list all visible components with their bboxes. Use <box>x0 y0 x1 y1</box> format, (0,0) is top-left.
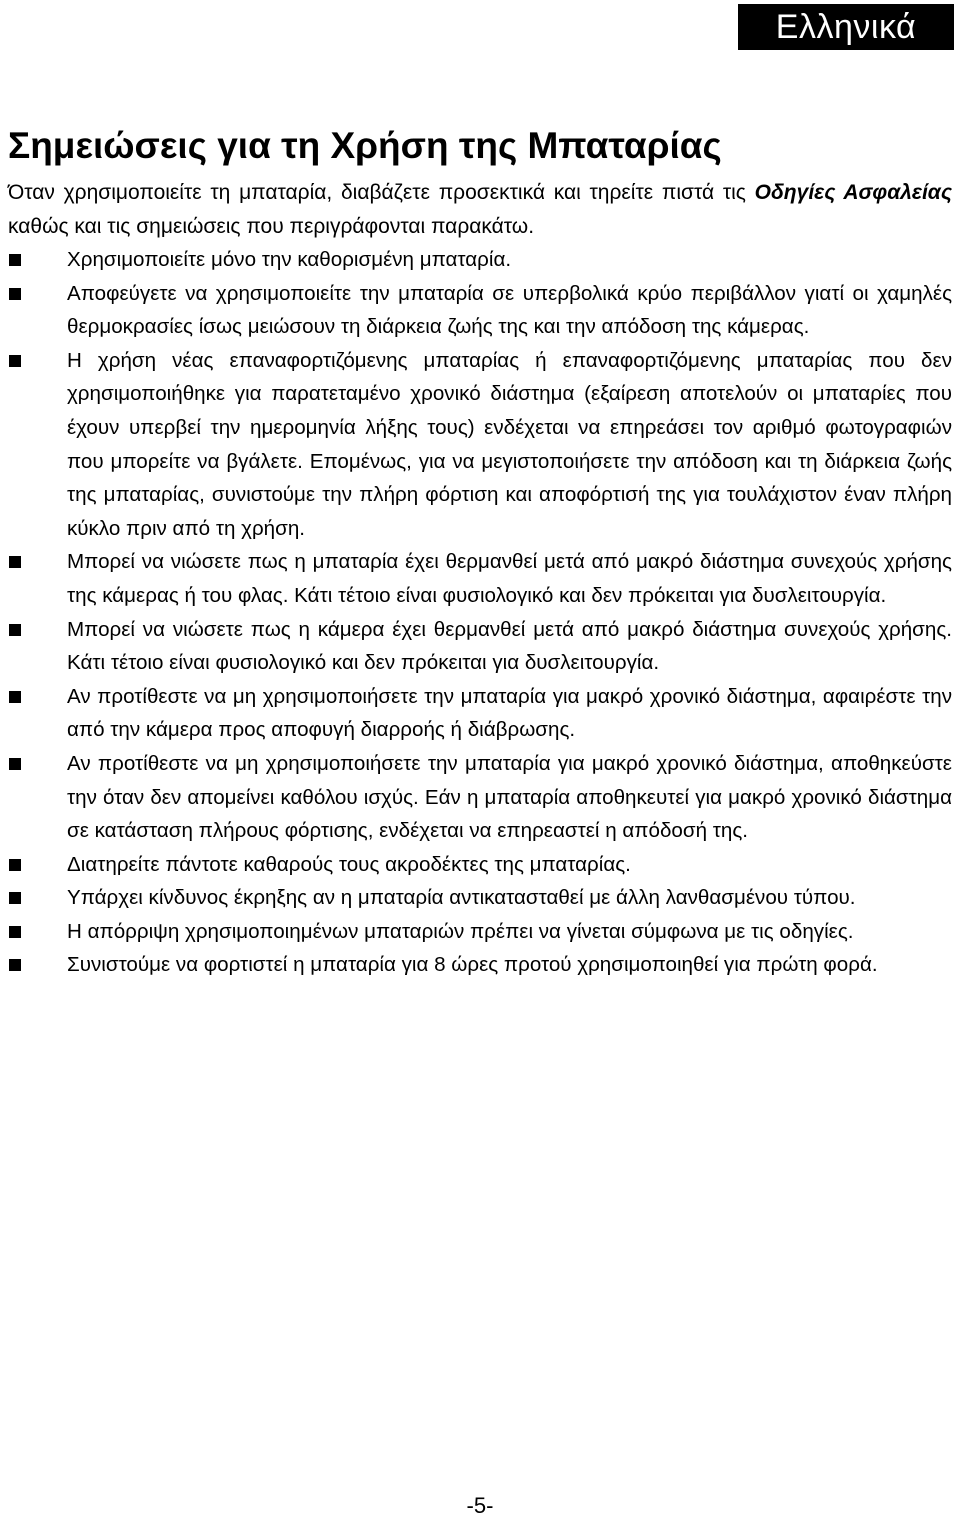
square-bullet-icon <box>9 556 21 568</box>
square-bullet-icon <box>9 926 21 938</box>
list-item-text: Υπάρχει κίνδυνος έκρηξης αν η μπαταρία αντικατασταθεί με άλλη λανθασμένου τύπου. <box>67 886 856 910</box>
list-item <box>0 243 952 277</box>
intro-paragraph <box>8 176 952 243</box>
list-item <box>0 948 952 982</box>
list-item <box>0 747 952 848</box>
language-tab: Ελληνικά <box>738 4 954 50</box>
list-item-text: Η απόρριψη χρησιμοποιημένων μπαταριών πρέπει να γίνεται σύμφωνα με τις οδηγίες. <box>67 919 854 943</box>
list-item <box>0 613 952 680</box>
list-item <box>0 881 952 915</box>
list-item-text: Μπορεί να νιώσετε πως η κάμερα έχει θερμανθεί μετά από μακρό διάστημα συνεχούς χρήσης. Κάτι τέτοιο είναι φυσιολογικό και δεν πρόκειται για δυσλειτουργία. <box>67 617 952 675</box>
square-bullet-icon <box>9 355 21 367</box>
list-item <box>0 344 952 546</box>
list-item <box>0 848 952 882</box>
list-item-text: Διατηρείτε πάντοτε καθαρούς τους ακροδέκτες της μπαταρίας. <box>67 852 631 876</box>
intro-text-after: καθώς και τις σημειώσεις που περιγράφονται παρακάτω. <box>8 214 535 238</box>
square-bullet-icon <box>9 959 21 971</box>
list-item-text: Αποφεύγετε να χρησιμοποιείτε την μπαταρία σε υπερβολικά κρύο περιβάλλον γιατί οι χαμηλές θερμοκρασίες ίσως μειώσουν τη διάρκεια ζωής της και την απόδοση της κάμερας. <box>67 281 952 339</box>
square-bullet-icon <box>9 758 21 770</box>
list-item-text: Η χρήση νέας επαναφορτιζόμενης μπαταρίας ή επαναφορτιζόμενης μπαταρίας που δεν χρησιμοποιήθηκε για παρατεταμένο χρονικό διάστημα (εξαίρεση αποτελούν οι μπαταρίες που έχουν υπερβεί την ημερομηνία λήξης τους) ενδέχεται να επηρεάσει τον αριθμό φωτογραφιών που μπορείτε να βγάλετε. Επομένως, για να μεγιστοποιήσετε την απόδοση και τη διάρκεια ζωής της μπαταρίας, συνιστούμε την πλήρη φόρτιση και αποφόρτισή της για τουλάχιστον έναν πλήρη κύκλο πριν από τη χρήση. <box>67 348 952 540</box>
safety-instructions-emphasis: Οδηγίες Ασφαλείας <box>754 181 952 204</box>
list-item-text: Αν προτίθεστε να μη χρησιμοποιήσετε την μπαταρία για μακρό χρονικό διάστημα, αφαιρέστε την από την κάμερα προς αποφυγή διαρροής ή διάβρωσης. <box>67 684 952 742</box>
square-bullet-icon <box>9 288 21 300</box>
list-item <box>0 545 952 612</box>
square-bullet-icon <box>9 892 21 904</box>
intro-text-before: Όταν χρησιμοποιείτε τη μπαταρία, διαβάζετε προσεκτικά και τηρείτε πιστά τις <box>8 181 755 204</box>
list-item <box>0 680 952 747</box>
page-number: -5- <box>466 1493 494 1518</box>
list-item-text: Μπορεί να νιώσετε πως η μπαταρία έχει θερμανθεί μετά από μακρό διάστημα συνεχούς χρήσης της κάμερας ή του φλας. Κάτι τέτοιο είναι φυσιολογικό και δεν πρόκειται για δυσλειτουργία. <box>67 550 952 607</box>
list-item <box>0 915 952 949</box>
list-item-text: Χρησιμοποιείτε μόνο την καθορισμένη μπαταρία. <box>67 248 512 271</box>
square-bullet-icon <box>9 691 21 703</box>
list-item-text: Συνιστούμε να φορτιστεί η μπαταρία για 8 ώρες προτού χρησιμοποιηθεί για πρώτη φορά. <box>67 953 878 977</box>
battery-notes-list <box>0 243 952 982</box>
page-title: Σημειώσεις για τη Χρήση της Μπαταρίας <box>8 125 722 166</box>
square-bullet-icon <box>9 254 21 266</box>
list-item-text: Αν προτίθεστε να μη χρησιμοποιήσετε την μπαταρία για μακρό χρονικό διάστημα, αποθηκεύστε την όταν δεν απομείνει καθόλου ισχύς. Εάν η μπαταρία αποθηκευτεί για μακρό χρονικό διάστημα σε κατάσταση πλήρους φόρτισης, ενδέχεται να επηρεαστεί η απόδοσή της. <box>67 751 952 843</box>
square-bullet-icon <box>9 859 21 871</box>
square-bullet-icon <box>9 624 21 636</box>
list-item <box>0 277 952 344</box>
